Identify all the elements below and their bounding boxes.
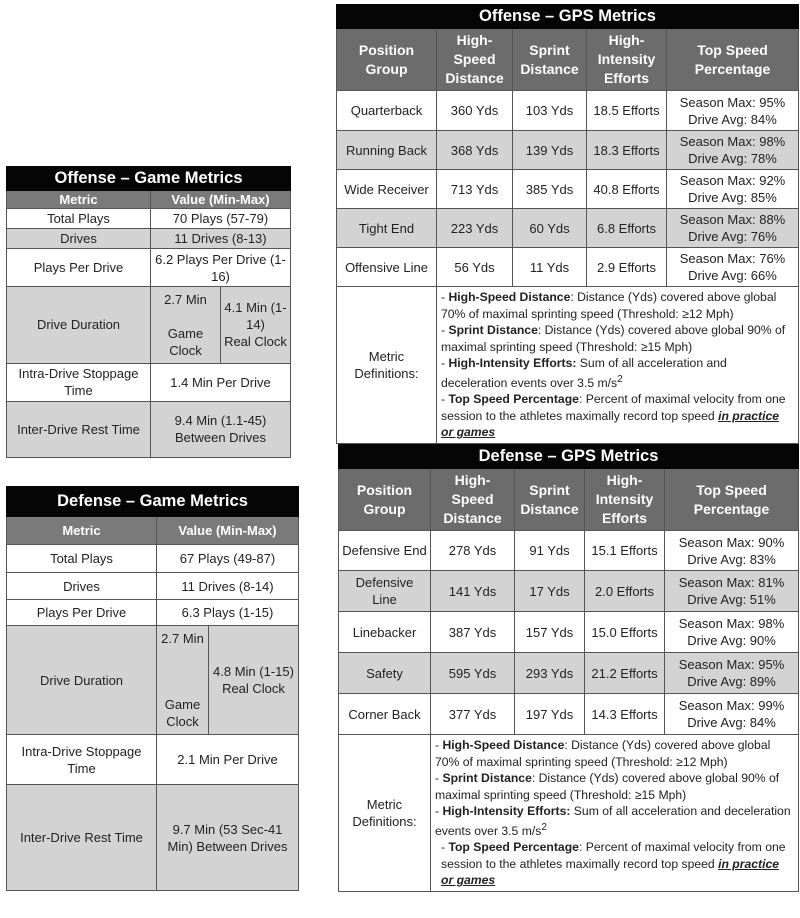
game-clock-value: 2.7 Min [151,287,221,325]
metric-value: 1.4 Min Per Drive [151,363,291,401]
hie-cell: 2.0 Efforts [585,571,665,612]
sd-cell: 197 Yds [515,694,585,735]
season-max: Season Max: 95% [678,657,785,672]
hsd-cell: 141 Yds [431,571,515,612]
season-max: Season Max: 98% [678,616,785,631]
col-sprint-distance: Sprint Distance [515,469,585,531]
col-top-speed-percentage: Top Speed Percentage [665,469,799,531]
position-cell: Quarterback [337,91,437,131]
hsd-cell: 377 Yds [431,694,515,735]
position-cell: Wide Receiver [337,170,437,209]
top-speed-cell [667,131,799,170]
season-max: Season Max: 95% [679,94,786,110]
defense-game-title: Defense – Game Metrics [7,487,299,517]
game-clock-label: Game Clock [151,325,221,364]
metric-label: Total Plays [7,545,157,573]
metric-value: 2.1 Min Per Drive [157,735,299,785]
sd-cell: 60 Yds [513,209,587,248]
table-row [337,248,799,287]
definitions-label: Metric Definitions: [337,287,437,444]
col-top-speed-percentage: Top Speed Percentage [667,29,799,91]
position-cell: Defensive Line [339,571,431,612]
metric-label: Intra-Drive Stoppage Time [7,363,151,401]
definition-tsp: - Top Speed Percentage: Percent of maximal velocity from one session to the athletes maximally record top speed in practice or games [441,392,786,440]
col-position-group: Position Group [337,29,437,91]
top-speed-cell [667,91,799,131]
col-high-speed-distance: High-Speed Distance [437,29,513,91]
hie-cell: 18.5 Efforts [587,91,667,131]
definition-hie: - High-Intensity Efforts: Sum of all acceleration and deceleration events over 3.5 $m/s^2$ [441,356,727,390]
hsd-cell: 278 Yds [431,531,515,571]
drive-avg: Drive Avg: 85% [688,190,777,205]
metric-label: Inter-Drive Rest Time [7,401,151,457]
metric-label: Plays Per Drive [7,600,157,626]
table-row [339,612,799,653]
metric-value: 6.2 Plays Per Drive (1-16) [151,249,291,287]
metric-label: Intra-Drive Stoppage Time [7,735,157,785]
metric-definitions [431,735,799,892]
position-cell: Linebacker [339,612,431,653]
top-speed-cell [665,571,799,612]
definition-sd: - Sprint Distance: Distance (Yds) covered above global 90% of maximal sprinting speed (Threshold: ≥15 Mph) [435,771,780,802]
hie-cell: 21.2 Efforts [585,653,665,694]
col-high-intensity-efforts: High-Intensity Efforts [585,469,665,531]
drive-avg: Drive Avg: 51% [687,592,776,607]
season-max: Season Max: 90% [678,534,785,550]
position-cell: Tight End [337,209,437,248]
col-value-header: Value (Min-Max) [151,191,291,209]
top-speed-cell [665,653,799,694]
definition-hie: - High-Intensity Efforts: Sum of all acceleration and deceleration events over 3.5 $m/s^2$ [435,804,791,838]
sd-cell: 139 Yds [513,131,587,170]
hie-cell: 40.8 Efforts [587,170,667,209]
table-row [337,91,799,131]
position-cell: Defensive End [339,531,431,571]
metric-label: Drives [7,573,157,600]
hie-cell: 2.9 Efforts [587,248,667,287]
position-cell: Running Back [337,131,437,170]
table-row [337,131,799,170]
col-metric-header: Metric [7,517,157,545]
table-row [339,694,799,735]
offense-gps-title: Offense – GPS Metrics [337,5,799,29]
col-high-intensity-efforts: High-Intensity Efforts [587,29,667,91]
season-max: Season Max: 98% [679,134,786,149]
col-sprint-distance: Sprint Distance [513,29,587,91]
metric-label: Total Plays [7,209,151,229]
hie-cell: 15.0 Efforts [585,612,665,653]
top-speed-cell [665,531,799,571]
season-max: Season Max: 81% [678,575,785,590]
position-cell: Offensive Line [337,248,437,287]
metric-label: Drive Duration [7,626,157,735]
metric-label: Drive Duration [7,287,151,364]
definition-tsp: - Top Speed Percentage: Percent of maximal velocity from one session to the athletes maximally record top speed in practice or games [441,840,786,888]
metric-value: 11 Drives (8-14) [157,573,299,600]
table-row [337,209,799,248]
season-max: Season Max: 88% [679,212,786,227]
hsd-cell: 368 Yds [437,131,513,170]
drive-avg: Drive Avg: 90% [687,633,776,648]
table-row [337,170,799,209]
offense-game-title: Offense – Game Metrics [7,167,291,191]
offense-gps-table [336,4,799,444]
sd-cell: 293 Yds [515,653,585,694]
hie-cell: 14.3 Efforts [585,694,665,735]
drive-avg: Drive Avg: 89% [687,674,776,689]
top-speed-cell [667,248,799,287]
sd-cell: 385 Yds [513,170,587,209]
hsd-cell: 387 Yds [431,612,515,653]
definitions-label: Metric Definitions: [339,735,431,892]
col-high-speed-distance: High-Speed Distance [431,469,515,531]
defense-gps-title: Defense – GPS Metrics [339,445,799,469]
drive-avg: Drive Avg: 84% [687,715,776,730]
metric-value: 67 Plays (49-87) [157,545,299,573]
definition-hsd: - High-Speed Distance: Distance (Yds) covered above global 70% of maximal sprinting speed (Threshold: ≥12 Mph) [435,738,771,769]
metric-definitions [437,287,799,444]
hie-cell: 18.3 Efforts [587,131,667,170]
top-speed-cell [667,209,799,248]
top-speed-cell [665,694,799,735]
table-row [339,653,799,694]
metric-label: Plays Per Drive [7,249,151,287]
col-value-header: Value (Min-Max) [157,517,299,545]
drive-avg: Drive Avg: 66% [688,268,777,283]
table-row [339,531,799,571]
real-clock-value: 4.1 Min (1-14) [224,300,287,333]
sd-cell: 17 Yds [515,571,585,612]
metric-value: 70 Plays (57-79) [151,209,291,229]
season-max: Season Max: 76% [679,251,786,266]
game-clock-label: Game Clock [157,681,209,735]
real-clock-cell [221,287,291,364]
sd-cell: 157 Yds [515,612,585,653]
drive-avg: Drive Avg: 83% [687,551,776,567]
definition-hsd: - High-Speed Distance: Distance (Yds) covered above global 70% of maximal sprinting speed (Threshold: ≥12 Mph) [441,290,777,321]
defense-game-table [6,486,299,891]
offense-game-table [6,166,291,458]
col-metric-header: Metric [7,191,151,209]
hie-cell: 15.1 Efforts [585,531,665,571]
metric-value: 6.3 Plays (1-15) [157,600,299,626]
metric-value: 9.4 Min (1.1-45) Between Drives [151,401,291,457]
metric-label: Drives [7,229,151,249]
hsd-cell: 56 Yds [437,248,513,287]
col-position-group: Position Group [339,469,431,531]
sd-cell: 11 Yds [513,248,587,287]
position-cell: Corner Back [339,694,431,735]
defense-gps-table [338,444,799,892]
real-clock-label: Real Clock [224,334,287,350]
hsd-cell: 360 Yds [437,91,513,131]
definition-sd: - Sprint Distance: Distance (Yds) covered above global 90% of maximal sprinting speed (Threshold: ≥15 Mph) [441,323,786,354]
position-cell: Safety [339,653,431,694]
drive-avg: Drive Avg: 84% [688,111,777,127]
game-clock-value: 2.7 Min [157,626,209,681]
metric-label: Inter-Drive Rest Time [7,785,157,891]
top-speed-cell [665,612,799,653]
hsd-cell: 595 Yds [431,653,515,694]
top-speed-cell [667,170,799,209]
drive-avg: Drive Avg: 76% [688,229,777,244]
table-row [339,571,799,612]
season-max: Season Max: 99% [678,698,785,713]
sd-cell: 103 Yds [513,91,587,131]
hsd-cell: 713 Yds [437,170,513,209]
real-clock-value: 4.8 Min (1-15) Real Clock [209,626,299,735]
hie-cell: 6.8 Efforts [587,209,667,248]
metric-value: 11 Drives (8-13) [151,229,291,249]
drive-avg: Drive Avg: 78% [688,151,777,166]
season-max: Season Max: 92% [679,173,786,188]
metric-value: 9.7 Min (53 Sec-41 Min) Between Drives [157,785,299,891]
hsd-cell: 223 Yds [437,209,513,248]
sd-cell: 91 Yds [515,531,585,571]
